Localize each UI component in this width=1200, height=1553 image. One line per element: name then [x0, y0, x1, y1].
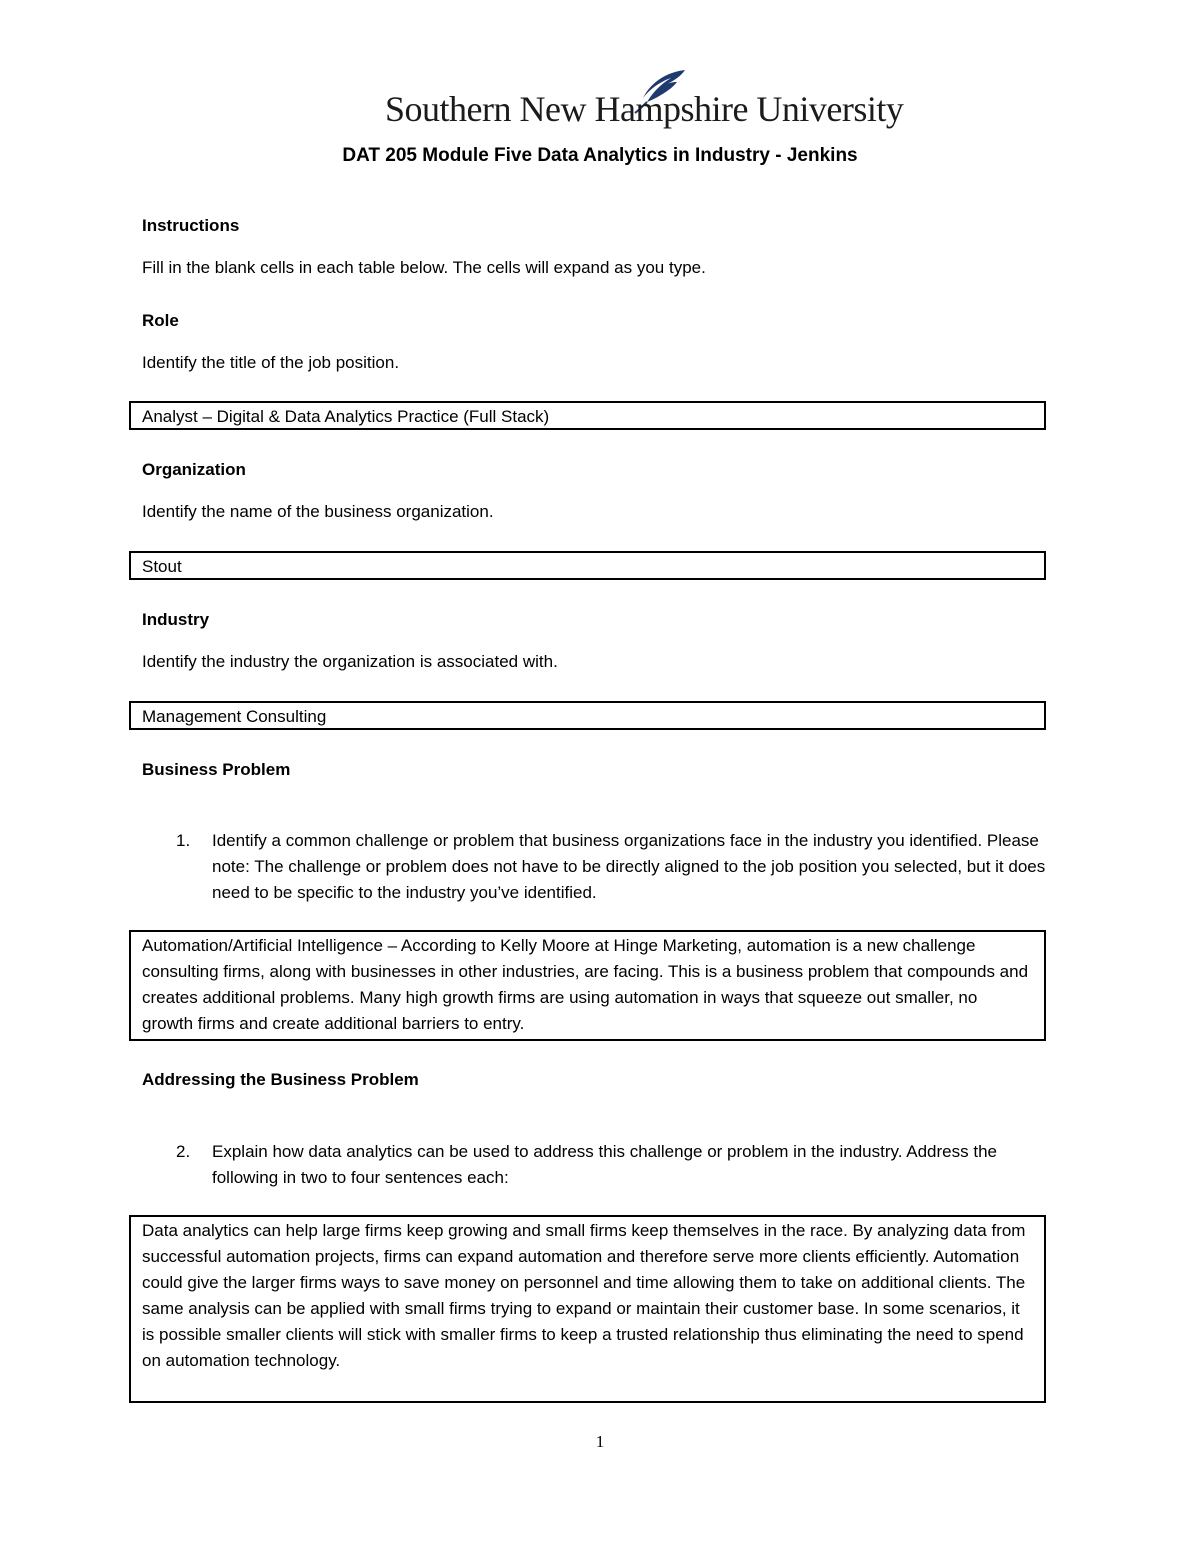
document-title: DAT 205 Module Five Data Analytics in Industry - Jenkins — [342, 145, 858, 166]
role-answer-text: Analyst – Digital & Data Analytics Practice (Full Stack) — [142, 407, 550, 426]
list-number: 1. — [176, 831, 191, 850]
page-number: 1 — [595, 1432, 605, 1451]
role-prompt: Identify the title of the job position. — [142, 353, 400, 372]
addressing-heading: Addressing the Business Problem — [142, 1070, 419, 1089]
addressing-list-item — [176, 1139, 1056, 1193]
university-logo — [385, 68, 904, 138]
industry-answer-cell[interactable] — [129, 701, 1046, 730]
instructions-heading: Instructions — [142, 216, 240, 235]
business-problem-answer-text: Automation/Artificial Intelligence – According to Kelly Moore at Hinge Marketing, automation is a new challenge consulting firms, along with businesses in other industries, are facing. This is a business problem that compounds and creates additional problems. Many high growth firms are using automation in ways that squeeze out smaller, no growth firms and create additional barriers to entry. — [142, 936, 1029, 1033]
addressing-answer-text: Data analytics can help large firms keep growing and small firms keep themselves in the race. By analyzing data from successful automation projects, firms can expand automation and therefore serve more clients efficiently. Automation could give the larger firms ways to save money on personnel and time allowing them to take on additional clients. The same analysis can be applied with small firms trying to expand or maintain their customer base. In some scenarios, it is possible smaller clients will stick with smaller firms to keep a trusted relationship thus eliminating the need to spend on automation technology. — [142, 1221, 1026, 1370]
role-heading: Role — [142, 311, 179, 330]
list-number: 2. — [176, 1142, 191, 1161]
industry-heading: Industry — [142, 610, 210, 629]
addressing-prompt: Explain how data analytics can be used to address this challenge or problem in the industry. Address the following in two to four sentences each: — [212, 1142, 997, 1187]
organization-prompt: Identify the name of the business organization. — [142, 502, 494, 521]
industry-answer-text: Management Consulting — [142, 707, 327, 726]
business-problem-list-item — [176, 828, 1056, 908]
organization-heading: Organization — [142, 460, 246, 479]
organization-answer-cell[interactable] — [129, 551, 1046, 580]
business-problem-prompt: Identify a common challenge or problem that business organizations face in the industry you identified. Please note: The challenge or problem does not have to be directly aligned to the job position you selected, but it does need to be specific to the industry you’ve identified. — [212, 831, 1046, 902]
organization-answer-text: Stout — [142, 557, 182, 576]
business-problem-heading: Business Problem — [142, 760, 291, 779]
industry-prompt: Identify the industry the organization is associated with. — [142, 652, 558, 671]
role-answer-cell[interactable] — [129, 401, 1046, 430]
university-logo-text: Southern New Hampshire University — [385, 89, 904, 129]
addressing-answer-cell[interactable] — [129, 1215, 1046, 1403]
instructions-text: Fill in the blank cells in each table below. The cells will expand as you type. — [142, 258, 706, 277]
business-problem-answer-cell[interactable] — [129, 930, 1046, 1041]
